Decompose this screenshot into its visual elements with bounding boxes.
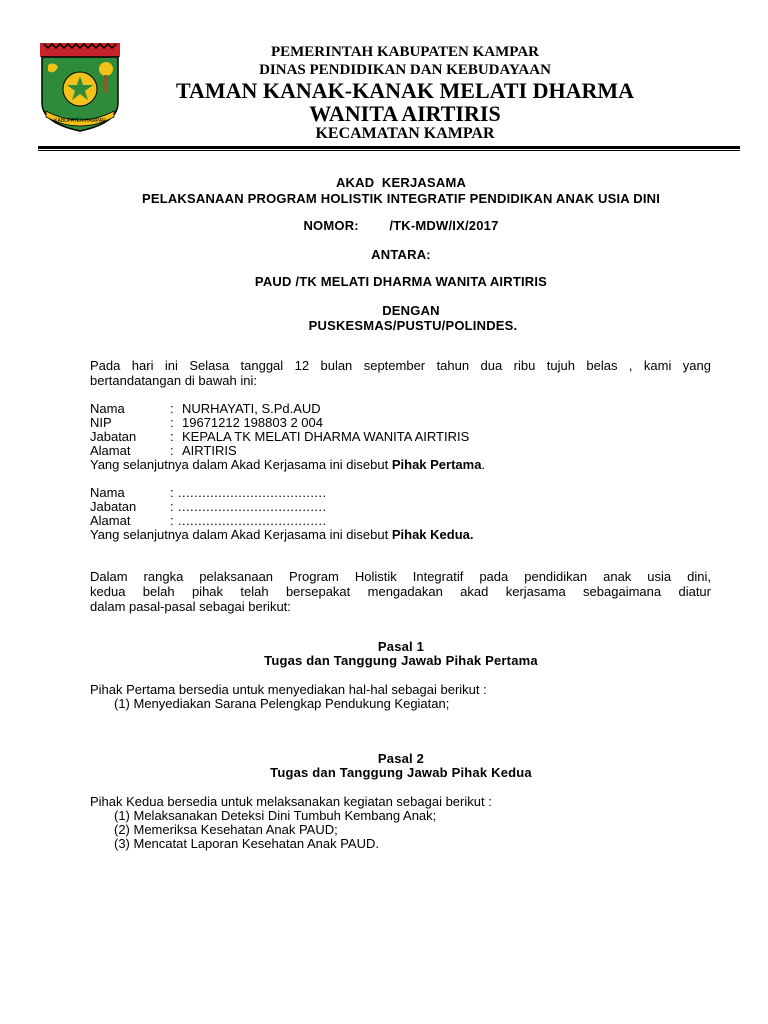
- logo-ribbon-text: KABUPATEN KAMPAR: [54, 118, 106, 124]
- field-colon: :: [170, 429, 174, 444]
- pihak-pertama-closing: [90, 457, 485, 472]
- title-dengan: DENGAN: [382, 303, 440, 318]
- closing-text: Yang selanjutnya dalam Akad Kerjasama ini disebut: [90, 527, 392, 542]
- pasal-2-heading: Pasal 2: [377, 751, 425, 766]
- letterhead-school-name-2: WANITA AIRTIRIS: [309, 101, 501, 126]
- letterhead-department: DINAS PENDIDIKAN DAN KEBUDAYAAN: [259, 62, 551, 78]
- field-colon: :: [170, 401, 174, 416]
- letterhead-school-name: TAMAN KANAK-KANAK MELATI DHARMA: [175, 78, 635, 103]
- letterhead-district: KECAMATAN KAMPAR: [315, 125, 495, 142]
- title-antara: ANTARA:: [371, 247, 431, 262]
- pasal-2-item: (2) Memeriksa Kesehatan Anak PAUD;: [114, 822, 338, 837]
- pasal-1-intro: Pihak Pertama bersedia untuk menyediakan hal-hal sebagai berikut :: [90, 682, 487, 697]
- closing-text: Yang selanjutnya dalam Akad Kerjasama ini disebut: [90, 457, 392, 472]
- field-value: 19671212 198803 2 004: [182, 415, 323, 430]
- closing-bold: Pihak Kedua.: [391, 527, 474, 542]
- field-label: Nama: [90, 401, 125, 416]
- field-label: Alamat: [90, 513, 131, 528]
- closing-suffix: .: [481, 457, 486, 472]
- pasal-1-heading: Pasal 1: [377, 639, 425, 654]
- intro-line-1: Pada hari ini Selasa tanggal 12 bulan september tahun dua ribu tujuh belas , kami yang: [90, 358, 711, 373]
- letterhead-divider-thin: [38, 150, 740, 151]
- field-colon: :: [170, 415, 174, 430]
- pasal-2-intro: Pihak Kedua bersedia untuk melaksanakan kegiatan sebagai berikut :: [90, 794, 492, 809]
- kampar-regency-logo: [38, 41, 122, 133]
- paragraph-line-1: Dalam rangka pelaksanaan Program Holistik Integratif pada pendidikan anak usia dini,: [90, 569, 711, 584]
- paragraph-line-2: kedua belah pihak telah bersepakat mengadakan akad kerjasama sebagaimana diatur: [90, 584, 711, 599]
- pasal-2-item: (1) Melaksanakan Deteksi Dini Tumbuh Kembang Anak;: [114, 808, 437, 823]
- title-party-1: PAUD /TK MELATI DHARMA WANITA AIRTIRIS: [254, 274, 548, 289]
- letterhead-divider: [38, 146, 740, 149]
- field-value: KEPALA TK MELATI DHARMA WANITA AIRTIRIS: [182, 429, 470, 444]
- field-label: NIP: [90, 415, 112, 430]
- field-value: NURHAYATI, S.Pd.AUD: [182, 401, 321, 416]
- field-value: AIRTIRIS: [182, 443, 237, 458]
- field-blank: : .....................................: [170, 485, 327, 500]
- field-colon: :: [170, 443, 174, 458]
- pasal-2-subheading: Tugas dan Tanggung Jawab Pihak Kedua: [270, 765, 532, 780]
- pasal-1-subheading: Tugas dan Tanggung Jawab Pihak Pertama: [264, 653, 538, 668]
- pihak-kedua-closing: [90, 527, 473, 542]
- letterhead-government: PEMERINTAH KABUPATEN KAMPAR: [270, 44, 540, 60]
- title-party-2: PUSKESMAS/PUSTU/POLINDES.: [308, 318, 518, 333]
- field-label: Alamat: [90, 443, 131, 458]
- title-akad: AKAD KERJASAMA: [335, 175, 467, 190]
- paragraph-line-3: dalam pasal-pasal sebagai berikut:: [90, 599, 291, 614]
- closing-bold: Pihak Pertama: [391, 457, 482, 472]
- pasal-2-item: (3) Mencatat Laporan Kesehatan Anak PAUD.: [114, 836, 379, 851]
- field-blank: : .....................................: [170, 513, 327, 528]
- field-blank: : .....................................: [170, 499, 327, 514]
- pasal-1-item: (1) Menyediakan Sarana Pelengkap Pendukung Kegiatan;: [114, 696, 450, 711]
- title-program: PELAKSANAAN PROGRAM HOLISTIK INTEGRATIF PENDIDIKAN ANAK USIA DINI: [141, 191, 661, 206]
- title-nomor: NOMOR: /TK-MDW/IX/2017: [303, 218, 499, 233]
- field-label: Jabatan: [90, 429, 137, 444]
- intro-line-2: bertandatangan di bawah ini:: [90, 373, 257, 388]
- field-label: Jabatan: [90, 499, 137, 514]
- field-label: Nama: [90, 485, 125, 500]
